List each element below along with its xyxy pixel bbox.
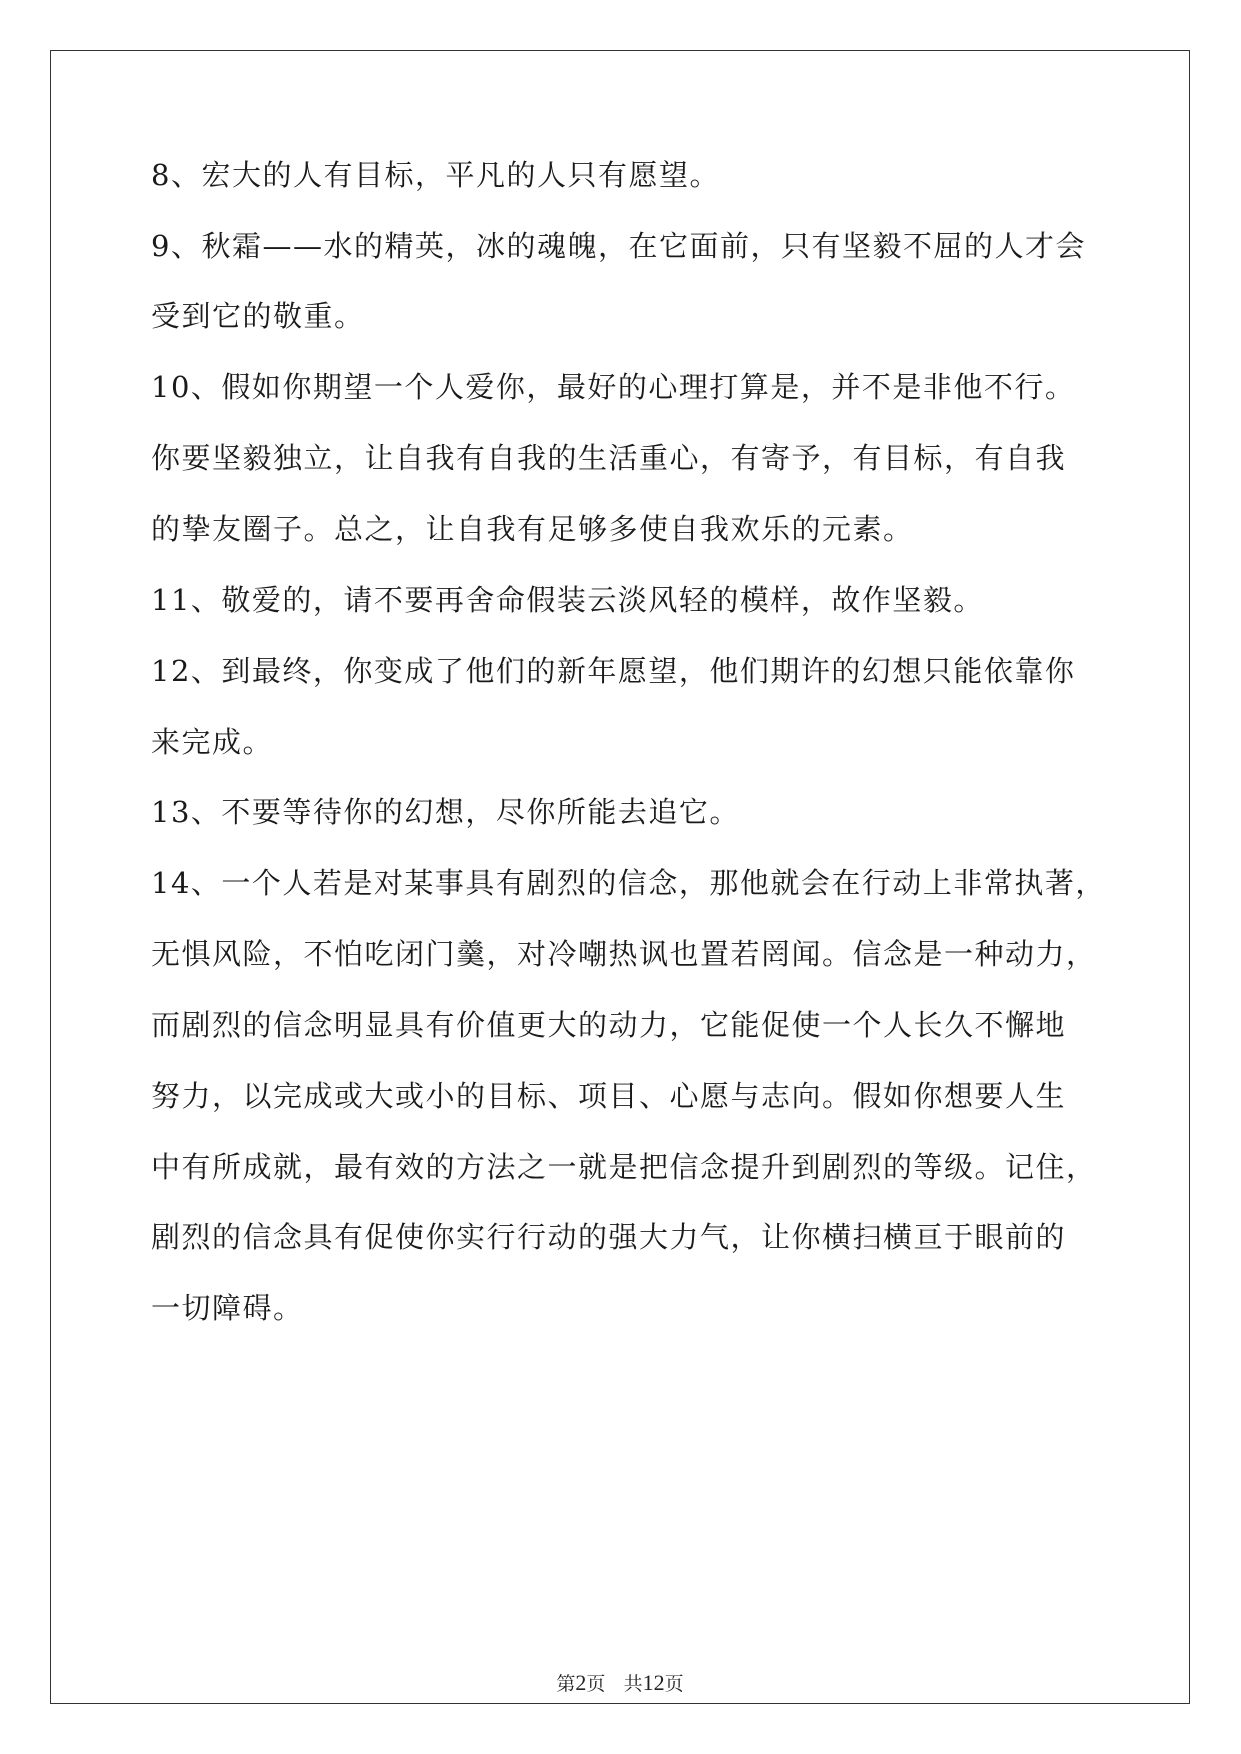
text-line: 11、敬爱的，请不要再舍命假装云淡风轻的模样，故作坚毅。 xyxy=(151,583,984,617)
text-line: 受到它的敬重。 xyxy=(151,299,365,333)
page-frame xyxy=(50,50,1190,1704)
total-pages-number: 12 xyxy=(642,1670,665,1695)
text-line: 8、宏大的人有目标，平凡的人只有愿望。 xyxy=(151,158,720,192)
text-line: 无惧风险，不怕吃闭门羹，对冷嘲热讽也置若罔闻。信念是一种动力， xyxy=(151,937,1097,971)
page-footer xyxy=(51,1671,1189,1696)
text-line: 9、秋霜——水的精英，冰的魂魄，在它面前，只有坚毅不屈的人才会 xyxy=(151,229,1086,263)
text-line: 中有所成就，最有效的方法之一就是把信念提升到剧烈的等级。记住， xyxy=(151,1150,1097,1184)
total-suffix: 页 xyxy=(664,1673,684,1695)
text-line: 来完成。 xyxy=(151,725,274,759)
text-line: 的挚友圈子。总之，让自我有足够多使自我欢乐的元素。 xyxy=(151,512,914,546)
text-line: 剧烈的信念具有促使你实行行动的强大力气，让你横扫横亘于眼前的 xyxy=(151,1220,1067,1254)
text-line: 一切障碍。 xyxy=(151,1291,304,1325)
total-prefix: 共 xyxy=(623,1673,643,1695)
text-line: 13、不要等待你的幻想，尽你所能去追它。 xyxy=(151,795,740,829)
text-line: 14、一个人若是对某事具有剧烈的信念，那他就会在行动上非常执著， xyxy=(151,866,1106,900)
text-line: 努力，以完成或大或小的目标、项目、心愿与志向。假如你想要人生 xyxy=(151,1079,1067,1113)
page-prefix: 第 xyxy=(556,1673,576,1695)
text-line: 12、到最终，你变成了他们的新年愿望，他们期许的幻想只能依靠你 xyxy=(151,654,1076,688)
text-line: 10、假如你期望一个人爱你，最好的心理打算是，并不是非他不行。 xyxy=(151,370,1076,404)
text-line: 你要坚毅独立，让自我有自我的生活重心，有寄予，有目标，有自我 xyxy=(151,441,1067,475)
text-line: 而剧烈的信念明显具有价值更大的动力，它能促使一个人长久不懈地 xyxy=(151,1008,1067,1042)
current-page-number: 2 xyxy=(575,1670,587,1695)
page-suffix: 页 xyxy=(586,1673,606,1695)
